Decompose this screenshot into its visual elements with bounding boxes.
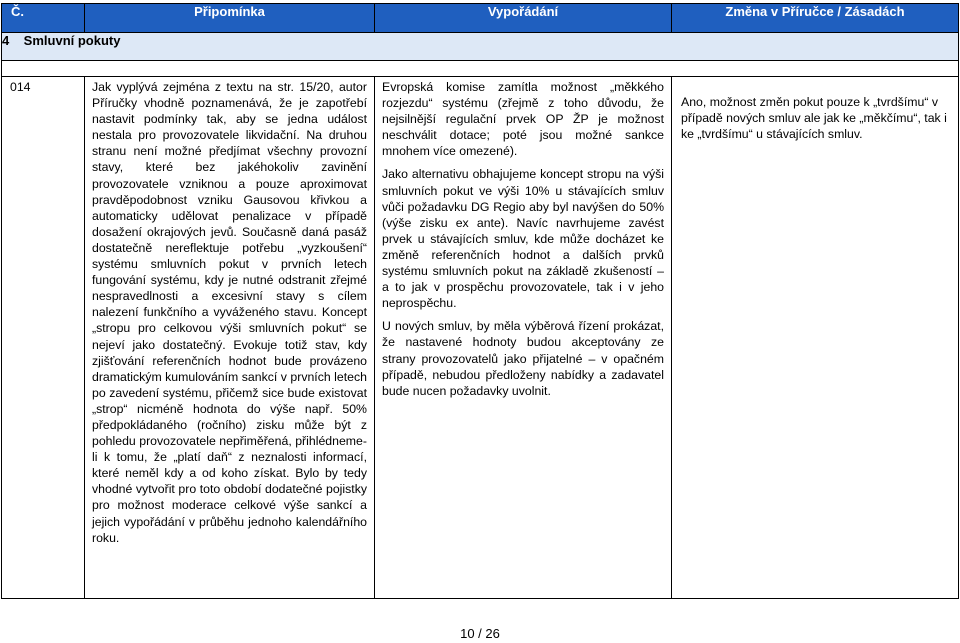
- remarks-table: [1, 3, 959, 599]
- header-number: Č.: [2, 4, 85, 33]
- section-title: 4 Smluvní pokuty: [2, 33, 959, 61]
- table-row: [2, 77, 959, 599]
- header-comment: Připomínka: [85, 4, 375, 33]
- header-change: Změna v Příručce / Zásadách: [672, 4, 959, 33]
- row-number: 014: [2, 77, 85, 599]
- resolution-paragraph-3: U nových smluv, by měla výběrová řízení prokázat, že nastavené hodnoty budou akceptovány ze strany provozovatelů jako přijatelné – v opačném případě, nebudou předloženy nabídky a zadavatel bude nucen požadavky uvolnit.: [382, 319, 664, 398]
- section-row: [2, 33, 959, 61]
- comment-cell: Jak vyplývá zejména z textu na str. 15/20, autor Příručky vhodně poznamenává, že je zapotřebí nastavit podmínky tak, aby se jedna událost nestala pro provozovatele likvidační. Na druhou stranu není možné předjímat všechny provozní stavy, které bez jakéhokoliv zavinění provozovatele vzniknou a pouze aproximovat pravděpodobnost vzniku Gausovou křivkou a automaticky udělovat penalizace v případě dosažení okrajových jevů. Současně daná pasáž dostatečně nereflektuje potřebu „vyzkoušení“ systému smluvních pokut v prvních letech fungování systému, kdy je nutné odstranit zřejmé nespravedlnosti a excesivní stavy s cílem nalezení funkčního a vyváženého stavu. Koncept „stropu pro celkovou výši smluvních pokut“ se nejeví jako dostatečný. Evokuje totiž stav, kdy zjišťování referenčních hodnot bude provázeno dramatickým kumulováním sankcí v prvních letech po zavedení systému, přičemž sice bude existovat „strop“ nicméně hodnota do výše např. 50% předpokládaného (ročního) zisku může být z pohledu provozovatele nepřiměřená, přihlédneme-li k tomu, že „platí daň“ z neznalosti informací, které neměl kdy a od koho získat. Bylo by tedy vhodné vytvořit pro toto období dodatečné pojistky pro možnost moderace celkové výše sankcí a jejich vypořádání v průběhu jednoho kalendářního roku.: [85, 77, 375, 599]
- header-resolution: Vypořádání: [375, 4, 672, 33]
- spacer-cell: [2, 61, 959, 77]
- change-cell: Ano, možnost změn pokut pouze k „tvrdšímu“ v případě nových smluv ale jak ke „měkčímu“, tak i ke „tvrdšímu“ u stávajících smluv.: [672, 77, 959, 599]
- resolution-cell: [375, 77, 672, 599]
- resolution-paragraph-1: Evropská komise zamítla možnost „měkkého rozjezdu“ systému (zřejmě z toho důvodu, že nejsilnější regulační prvek OP ŽP je možnost neschválit dotace; poté jsou možné sankce mnohem více omezené).: [382, 80, 664, 159]
- spacer-row: [2, 61, 959, 77]
- resolution-paragraph-2: Jako alternativu obhajujeme koncept stropu na výši smluvních pokut ve výši 10% u stávajících smluv vůči požadavku DG Regio aby byl navýšen do 50% (výše zisku ex ante). Navíc navrhujeme zavést prvek u stávajících smluv, kde může docházet ke změně referenčních hodnot a dalších prvků systému smluvních pokut na základě zkušeností – a to jak v prospěchu provozovatele, tak i v jeho neprospěchu.: [382, 167, 664, 311]
- page-number: 10 / 26: [460, 626, 500, 641]
- table-header-row: [2, 4, 959, 33]
